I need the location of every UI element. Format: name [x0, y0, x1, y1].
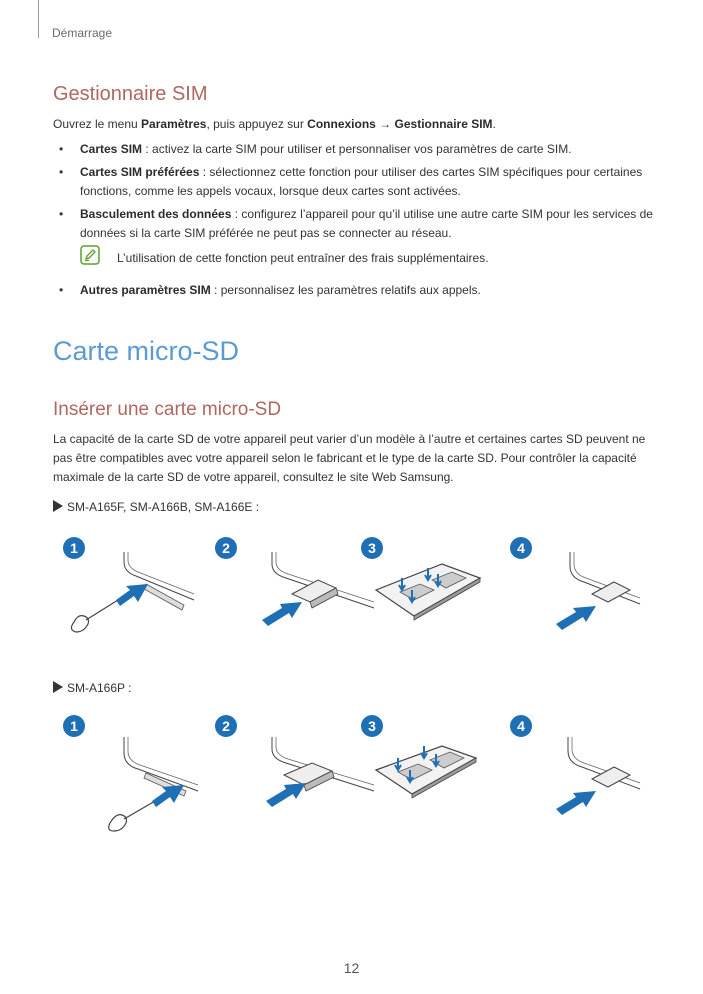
item-text: : personnalisez les paramètres relatifs aux appels. — [210, 283, 481, 297]
sd-paragraph: La capacité de la carte SD de votre appareil peut varier d’un modèle à l’autre et certaines cartes SD peuvent ne pas être compatibles avec votre appareil selon le fabricant et le type de la carte SD. Pour contrôler la capacité maximale de la carte SD de votre appareil, consultez le site Web Samsung. — [53, 432, 646, 484]
tray-insertion-illustration — [548, 550, 643, 635]
note-block — [53, 249, 653, 271]
list-item-sim-cards: • Cartes SIM : activez la carte SIM pour utiliser et personnaliser vos paramètres de carte SIM. — [59, 142, 572, 156]
model-heading-2 — [53, 681, 131, 695]
running-header: Démarrage — [52, 26, 113, 40]
step-number-2: 2 — [215, 715, 237, 737]
item-text: : sélectionnez cette fonction pour utiliser des cartes SIM spécifiques pour certaines fonctions, comme les appels vocaux, lorsque deux cartes sont activées. — [80, 165, 643, 198]
step-number-3: 3 — [361, 715, 383, 737]
item-label: Autres paramètres SIM — [80, 283, 211, 297]
tray-removal-illustration — [262, 735, 377, 810]
menu-settings: Paramètres — [141, 117, 207, 131]
section-title-insert-sd: Insérer une carte micro-SD — [53, 399, 282, 420]
eject-pin-illustration — [106, 735, 201, 835]
item-text: : activez la carte SIM pour utiliser et personnaliser vos paramètres de carte SIM. — [142, 142, 572, 156]
list-item-data-switching: • Basculement des données : configurez l’appareil pour qu’il utilise une autre carte SIM pour les services de données si la carte SIM préférée ne peut pas se connecter au réseau. — [59, 207, 653, 240]
intro-prefix: Ouvrez le menu — [53, 117, 142, 131]
triangle-bullet-icon — [53, 500, 63, 512]
card-placement-illustration — [372, 742, 482, 802]
page-rule — [38, 0, 39, 38]
model-label: SM-A165F, SM-A166B, SM-A166E : — [67, 500, 260, 514]
step-number-3: 3 — [361, 537, 383, 559]
step-number-4: 4 — [510, 537, 532, 559]
eject-pin-illustration — [66, 550, 196, 640]
sim-options-list — [53, 140, 653, 304]
pencil-note-icon — [80, 245, 100, 265]
page-number: 12 — [343, 960, 360, 976]
item-text: : configurez l’appareil pour qu’il utilise une autre carte SIM pour les services de données si la carte SIM préférée ne peut pas se connecter au réseau. — [80, 207, 653, 240]
menu-sim-manager: Gestionnaire SIM — [394, 117, 493, 131]
item-label: Cartes SIM — [80, 142, 143, 156]
model-label: SM-A166P : — [67, 681, 132, 695]
step-number-1: 1 — [63, 715, 85, 737]
note-text: L’utilisation de cette fonction peut entraîner des frais supplémentaires. — [117, 251, 489, 265]
tray-removal-illustration — [252, 550, 377, 630]
model-heading-1 — [53, 500, 259, 514]
step-number-2: 2 — [215, 537, 237, 559]
intro-middle: , puis appuyez sur — [206, 117, 308, 131]
list-item-other-sim-settings: • Autres paramètres SIM : personnalisez les paramètres relatifs aux appels. — [59, 283, 481, 297]
step-number-4: 4 — [510, 715, 532, 737]
sim-intro — [53, 117, 496, 131]
step-number-1: 1 — [63, 537, 85, 559]
chapter-title-micro-sd: Carte micro-SD — [53, 336, 240, 366]
card-placement-illustration — [372, 560, 487, 625]
list-item-preferred-sim: • Cartes SIM préférées : sélectionnez cette fonction pour utiliser des cartes SIM spécifiques pour certaines fonctions, comme les appels vocaux, lorsque deux cartes sont activées. — [59, 165, 643, 198]
item-label: Cartes SIM préférées — [80, 165, 200, 179]
intro-suffix: . — [492, 117, 496, 131]
menu-connections: Connexions — [307, 117, 376, 131]
triangle-bullet-icon — [53, 681, 63, 693]
item-label: Basculement des données — [80, 207, 232, 221]
tray-insertion-illustration — [552, 735, 642, 820]
intro-arrow: → — [375, 117, 395, 131]
section-title-sim-manager: Gestionnaire SIM — [53, 83, 208, 105]
